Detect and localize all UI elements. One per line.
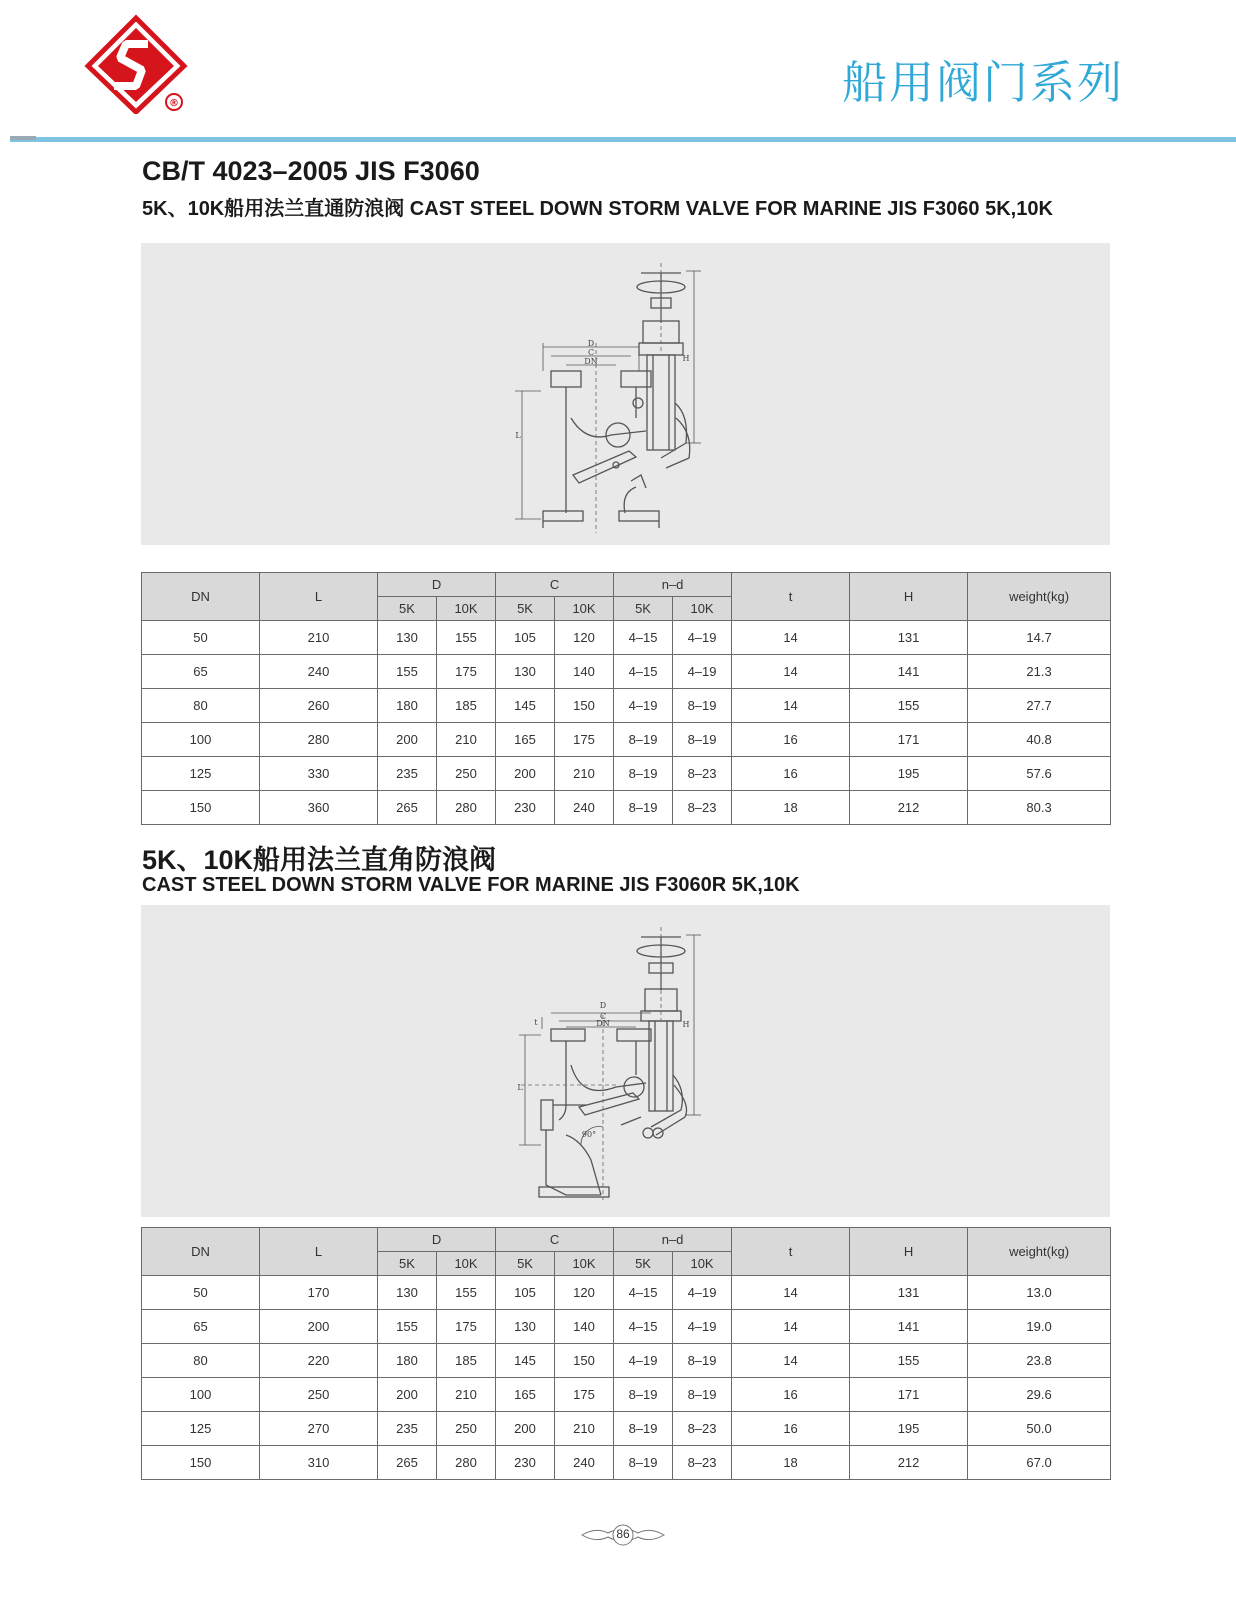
table-cell: 16 (732, 1378, 850, 1412)
col-header-l: L (260, 1228, 378, 1276)
col-subheader-5k: 5K (496, 1252, 555, 1276)
table-cell: 4–15 (614, 621, 673, 655)
table-cell: 141 (850, 655, 968, 689)
table-cell: 8–23 (673, 1446, 732, 1480)
col-header-c: C (496, 1228, 614, 1252)
table-cell: 18 (732, 791, 850, 825)
table-cell: 8–19 (673, 1344, 732, 1378)
table-cell: 50.0 (968, 1412, 1111, 1446)
dim-label-angle: 90° (581, 1130, 597, 1139)
table-cell: 8–23 (673, 1412, 732, 1446)
table-cell: 8–19 (614, 723, 673, 757)
table-cell: 180 (378, 1344, 437, 1378)
table-cell: 155 (378, 1310, 437, 1344)
col-subheader-10k: 10K (437, 597, 496, 621)
section1-subtitle: 5K、10K船用法兰直通防浪阀 CAST STEEL DOWN STORM VALVE FOR MARINE JIS F3060 5K,10K (142, 198, 1053, 220)
table-cell: 195 (850, 1412, 968, 1446)
table-cell: 250 (437, 757, 496, 791)
table-cell: 200 (260, 1310, 378, 1344)
table-cell: 8–19 (614, 1412, 673, 1446)
dim-label-t: t (534, 1018, 538, 1027)
col-subheader-10k: 10K (555, 597, 614, 621)
table-cell: 165 (496, 723, 555, 757)
table-cell: 40.8 (968, 723, 1111, 757)
table-body (142, 621, 1111, 825)
table-cell: 27.7 (968, 689, 1111, 723)
col-header-weight: weight(kg) (968, 1228, 1111, 1276)
table-cell: 4–19 (673, 1310, 732, 1344)
col-header-l: L (260, 573, 378, 621)
table-cell: 360 (260, 791, 378, 825)
table-cell: 125 (142, 757, 260, 791)
company-logo (84, 14, 194, 114)
straight-valve-drawing (141, 243, 1110, 545)
table-cell: 210 (437, 1378, 496, 1412)
table-cell: 130 (496, 655, 555, 689)
col-header-d: D (378, 573, 496, 597)
table-row (142, 1446, 1111, 1480)
table-cell: 4–19 (673, 655, 732, 689)
table-cell: 125 (142, 1412, 260, 1446)
table-cell: 155 (850, 689, 968, 723)
table-body (142, 1276, 1111, 1480)
table-cell: 4–19 (614, 1344, 673, 1378)
dim-label-l: L (517, 1083, 523, 1092)
table-cell: 100 (142, 1378, 260, 1412)
col-subheader-5k: 5K (614, 1252, 673, 1276)
table-cell: 200 (378, 723, 437, 757)
table-cell: 200 (496, 757, 555, 791)
table-cell: 230 (496, 791, 555, 825)
table-cell: 8–19 (673, 723, 732, 757)
table-cell: 180 (378, 689, 437, 723)
dim-label-dn: DN (584, 357, 598, 366)
table-cell: 250 (260, 1378, 378, 1412)
dim-label-c: C (587, 348, 595, 357)
table-cell: 150 (555, 1344, 614, 1378)
table-cell: 240 (555, 791, 614, 825)
table-cell: 16 (732, 723, 850, 757)
table-cell: 185 (437, 1344, 496, 1378)
page-number-badge (578, 1523, 668, 1547)
table-row (142, 1378, 1111, 1412)
table-cell: 310 (260, 1446, 378, 1480)
table-cell: 4–15 (614, 1310, 673, 1344)
table-row (142, 621, 1111, 655)
col-subheader-10k: 10K (437, 1252, 496, 1276)
table-cell: 23.8 (968, 1344, 1111, 1378)
table-cell: 130 (378, 621, 437, 655)
table-cell: 50 (142, 621, 260, 655)
table-row (142, 1344, 1111, 1378)
header-divider (10, 137, 1236, 142)
table-cell: 13.0 (968, 1276, 1111, 1310)
col-header-h: H (850, 573, 968, 621)
angle-valve-spec-table (141, 1227, 1111, 1480)
table-cell: 175 (437, 655, 496, 689)
table-cell: 14 (732, 621, 850, 655)
table-cell: 130 (378, 1276, 437, 1310)
table-cell: 150 (142, 1446, 260, 1480)
table-cell: 131 (850, 1276, 968, 1310)
table-row (142, 1412, 1111, 1446)
table-cell: 14 (732, 655, 850, 689)
dim-label-d: D (599, 1001, 607, 1010)
dim-label-h: H (682, 1020, 690, 1029)
table-cell: 14 (732, 1310, 850, 1344)
table-cell: 280 (437, 1446, 496, 1480)
table-cell: 212 (850, 791, 968, 825)
table-cell: 150 (555, 689, 614, 723)
col-subheader-10k: 10K (673, 1252, 732, 1276)
table-cell: 130 (496, 1310, 555, 1344)
table-cell: 175 (437, 1310, 496, 1344)
table-cell: 80.3 (968, 791, 1111, 825)
col-subheader-5k: 5K (378, 597, 437, 621)
table-row (142, 1310, 1111, 1344)
section2-title: 5K、10K船用法兰直角防浪阀 (142, 845, 497, 875)
table-cell: 50 (142, 1276, 260, 1310)
table-cell: 200 (496, 1412, 555, 1446)
header-divider-accent (10, 136, 36, 140)
table-cell: 171 (850, 723, 968, 757)
table-cell: 8–19 (614, 1446, 673, 1480)
table-cell: 14.7 (968, 621, 1111, 655)
col-header-d: D (378, 1228, 496, 1252)
table-cell: 141 (850, 1310, 968, 1344)
table-cell: 171 (850, 1378, 968, 1412)
table-cell: 18 (732, 1446, 850, 1480)
table-row (142, 757, 1111, 791)
straight-valve-spec-table (141, 572, 1111, 825)
table-cell: 280 (260, 723, 378, 757)
table-cell: 250 (437, 1412, 496, 1446)
standard-title: CB/T 4023–2005 JIS F3060 (142, 156, 480, 186)
table-cell: 8–19 (614, 757, 673, 791)
table-cell: 57.6 (968, 757, 1111, 791)
col-subheader-10k: 10K (555, 1252, 614, 1276)
col-header-dn: DN (142, 573, 260, 621)
table-cell: 80 (142, 689, 260, 723)
table-cell: 4–19 (614, 689, 673, 723)
table-cell: 8–19 (673, 1378, 732, 1412)
table-cell: 185 (437, 689, 496, 723)
table-cell: 280 (437, 791, 496, 825)
table-cell: 8–19 (614, 791, 673, 825)
dim-label-h: H (682, 354, 690, 363)
table-cell: 175 (555, 723, 614, 757)
registered-mark: ® (169, 98, 179, 109)
table-cell: 131 (850, 621, 968, 655)
table-cell: 100 (142, 723, 260, 757)
col-subheader-10k: 10K (673, 597, 732, 621)
table-cell: 4–19 (673, 621, 732, 655)
table-cell: 14 (732, 1276, 850, 1310)
table-cell: 4–15 (614, 1276, 673, 1310)
table-cell: 80 (142, 1344, 260, 1378)
table-row (142, 655, 1111, 689)
table-cell: 235 (378, 1412, 437, 1446)
table-cell: 8–23 (673, 791, 732, 825)
angle-valve-drawing (141, 905, 1110, 1217)
table-cell: 21.3 (968, 655, 1111, 689)
table-cell: 14 (732, 1344, 850, 1378)
col-header-c: C (496, 573, 614, 597)
table-cell: 165 (496, 1378, 555, 1412)
table-cell: 240 (260, 655, 378, 689)
table-cell: 19.0 (968, 1310, 1111, 1344)
table-cell: 16 (732, 757, 850, 791)
col-header-t: t (732, 573, 850, 621)
col-header-nd: n–d (614, 1228, 732, 1252)
table-row (142, 791, 1111, 825)
table-cell: 210 (555, 1412, 614, 1446)
table-cell: 200 (378, 1378, 437, 1412)
table-cell: 16 (732, 1412, 850, 1446)
col-subheader-5k: 5K (614, 597, 673, 621)
table-cell: 155 (378, 655, 437, 689)
table-cell: 8–19 (673, 689, 732, 723)
table-cell: 235 (378, 757, 437, 791)
table-row (142, 689, 1111, 723)
table-cell: 65 (142, 655, 260, 689)
table-cell: 4–15 (614, 655, 673, 689)
table-cell: 67.0 (968, 1446, 1111, 1480)
table-cell: 150 (142, 791, 260, 825)
table-cell: 210 (555, 757, 614, 791)
col-header-nd: n–d (614, 573, 732, 597)
table-cell: 120 (555, 621, 614, 655)
table-cell: 330 (260, 757, 378, 791)
table-cell: 220 (260, 1344, 378, 1378)
table-cell: 240 (555, 1446, 614, 1480)
table-cell: 14 (732, 689, 850, 723)
table-cell: 65 (142, 1310, 260, 1344)
table-cell: 270 (260, 1412, 378, 1446)
table-cell: 105 (496, 1276, 555, 1310)
table-cell: 260 (260, 689, 378, 723)
col-header-weight: weight(kg) (968, 573, 1111, 621)
dim-label-dn: DN (596, 1019, 610, 1028)
dim-label-c: C (599, 1012, 607, 1021)
table-cell: 265 (378, 791, 437, 825)
table-cell: 212 (850, 1446, 968, 1480)
table-row (142, 723, 1111, 757)
table-cell: 140 (555, 1310, 614, 1344)
table-cell: 8–19 (614, 1378, 673, 1412)
table-cell: 155 (437, 621, 496, 655)
col-subheader-5k: 5K (378, 1252, 437, 1276)
table-cell: 265 (378, 1446, 437, 1480)
table-cell: 175 (555, 1378, 614, 1412)
table-cell: 195 (850, 757, 968, 791)
section2-subtitle: CAST STEEL DOWN STORM VALVE FOR MARINE JIS F3060R 5K,10K (142, 874, 800, 896)
table-cell: 210 (437, 723, 496, 757)
table-cell: 140 (555, 655, 614, 689)
table-cell: 8–23 (673, 757, 732, 791)
col-header-dn: DN (142, 1228, 260, 1276)
col-subheader-5k: 5K (496, 597, 555, 621)
table-cell: 4–19 (673, 1276, 732, 1310)
col-header-t: t (732, 1228, 850, 1276)
dim-label-d: D (587, 339, 595, 348)
table-cell: 145 (496, 689, 555, 723)
table-cell: 210 (260, 621, 378, 655)
table-cell: 105 (496, 621, 555, 655)
table-cell: 155 (437, 1276, 496, 1310)
table-cell: 230 (496, 1446, 555, 1480)
table-cell: 120 (555, 1276, 614, 1310)
table-cell: 170 (260, 1276, 378, 1310)
col-header-h: H (850, 1228, 968, 1276)
table-cell: 29.6 (968, 1378, 1111, 1412)
series-title: 船用阀门系列 (842, 56, 1125, 109)
table-cell: 155 (850, 1344, 968, 1378)
table-row (142, 1276, 1111, 1310)
dim-label-l: L (515, 431, 521, 440)
table-cell: 145 (496, 1344, 555, 1378)
page-number: 86 (616, 1527, 630, 1541)
